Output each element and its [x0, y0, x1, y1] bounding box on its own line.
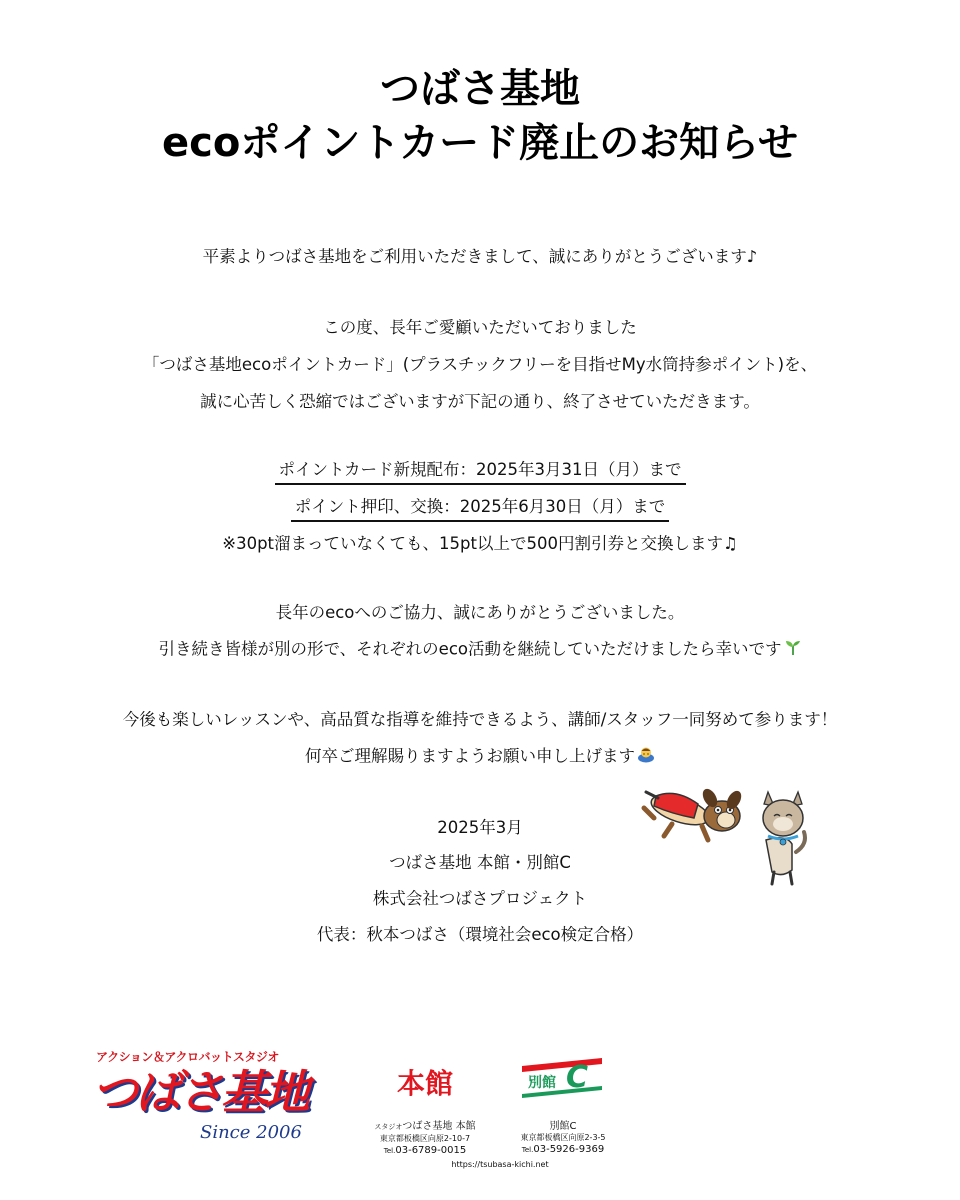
honkan-logo: 本館 [396, 1067, 453, 1100]
mascot-illustration [636, 774, 816, 890]
exchange-note: ※30pt溜まっていなくても、15pt以上で500円割引券と交換します♫ [222, 534, 738, 553]
title-line2: ecoポイントカード廃止のお知らせ [162, 120, 798, 166]
deadline-exchange-row [0, 496, 960, 522]
signature-org1: つばさ基地 本館・別館C [389, 853, 571, 872]
bekkan-address: 東京都板橋区向原2-3-5 [520, 1133, 606, 1142]
paragraph1-line3: 誠に心苦しく恐縮ではございますが下記の通り、終了させていただきます。 [200, 392, 760, 411]
honkan-address: 東京都板橋区向原2-10-7 [379, 1134, 471, 1143]
signature-org2: 株式会社つばさプロジェクト [372, 889, 588, 908]
thanks-line1: 長年のecoへのご協力、誠にありがとうございました。 [275, 603, 685, 622]
website-url: https://tsubasa-kichi.net [451, 1160, 549, 1169]
honkan-name-prefix: スタジオ [374, 1123, 403, 1131]
bekkan-logo [522, 1058, 602, 1098]
dog-character [644, 786, 744, 840]
signature-representative: 代表：秋本つばさ（環境社会eco検定合格） [316, 925, 644, 944]
bekkan-tel-row [498, 1143, 628, 1157]
bekkan-name: 別館C [549, 1121, 577, 1132]
closing-line2-row [0, 745, 960, 769]
honkan-tel-row [350, 1144, 500, 1158]
cat-character [763, 792, 805, 884]
paragraph1-line1: この度、長年ご愛顧いただいておりました [323, 318, 637, 337]
sprout-icon [784, 638, 802, 662]
bekkan-logo-text: 別館 [528, 1075, 556, 1091]
brand-logo: つばさ基地 [92, 1065, 307, 1119]
deadline-distribution: ポイントカード新規配布：2025年3月31日（月）まで [275, 459, 686, 485]
closing-line1: 今後も楽しいレッスンや、高品質な指導を維持できるよう、講師/スタッフ一同努めて参ります！ [122, 710, 838, 729]
honkan-name-row [350, 1120, 500, 1134]
honkan-tel-label: Tel. [383, 1147, 396, 1155]
closing-line2: 何卒ご理解賜りますようお願い申し上げます [305, 746, 635, 766]
bekkan-logo-letter: C [566, 1060, 589, 1095]
title-line1: つばさ基地 [380, 66, 580, 112]
brand-since: Since 2006 [200, 1122, 302, 1143]
deadline-exchange: ポイント押印、交換：2025年6月30日（月）まで [291, 496, 670, 522]
bowing-person-icon [637, 745, 655, 769]
bekkan-tel-label: Tel. [521, 1146, 534, 1154]
greeting-text: 平素よりつばさ基地をご利用いただきまして、誠にありがとうございます♪ [202, 247, 758, 266]
thanks-line2: 引き続き皆様が別の形で、それぞれのeco活動を継続していただけましたら幸いです [158, 639, 782, 659]
bekkan-tel: 03-5926-9369 [533, 1144, 605, 1155]
thanks-line2-row [0, 638, 960, 662]
honkan-name: つばさ基地 本館 [402, 1121, 476, 1132]
signature-date: 2025年3月 [437, 818, 523, 837]
honkan-info [350, 1120, 500, 1158]
bekkan-info [498, 1120, 628, 1157]
honkan-tel: 03-6789-0015 [395, 1145, 467, 1156]
brand-catchphrase: アクション＆アクロバットスタジオ [96, 1050, 279, 1064]
paragraph1-line2: 「つばさ基地ecoポイントカード」(プラスチックフリーを目指せMy水筒持参ポイント)を、 [142, 355, 818, 374]
deadline-distribution-row [0, 459, 960, 485]
